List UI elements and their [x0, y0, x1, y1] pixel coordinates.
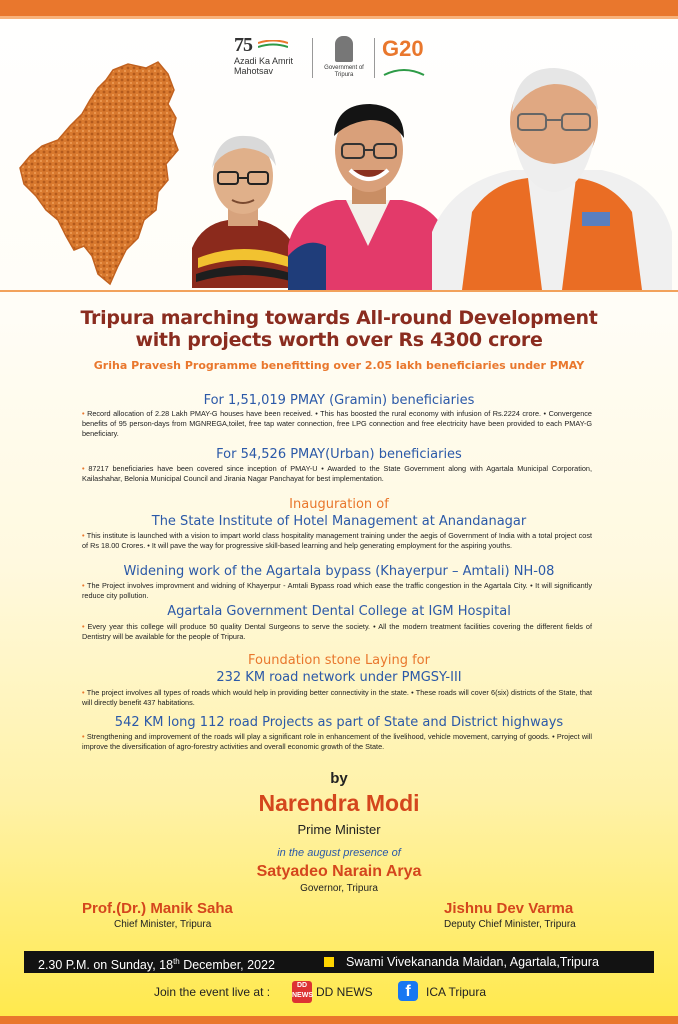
- facebook-icon[interactable]: f: [398, 981, 418, 1001]
- headline: [40, 307, 638, 351]
- emblem-text: Government of Tripura: [324, 65, 364, 78]
- bullet-icon: •: [82, 531, 87, 540]
- foundation-label: Foundation stone Laying for: [248, 653, 430, 668]
- portrait-governor: [188, 128, 298, 288]
- dental-title: Agartala Government Dental College at IGM Hospital: [167, 604, 511, 619]
- gramin-text: [82, 409, 592, 439]
- g20-text: [382, 36, 452, 62]
- bypass-title: Widening work of the Agartala bypass (Khayerpur – Amtali) NH-08: [123, 564, 555, 579]
- g20-lotus-icon: [382, 67, 426, 77]
- tripura-map-icon: [18, 60, 183, 290]
- headline-line-1: Tripura marching towards All-round Development: [80, 307, 598, 329]
- gramin-body: Record allocation of 2.28 Lakh PMAY-G houses have been received. • This has boosted the rural economy with infusion of Rs.2224 crore. • Convergence benefits of 95 person-days from MGNREGA,toilet, free tap water connection, free LPG connection and free electricity have been provided to each PMAY-G beneficiary.: [82, 409, 592, 438]
- dental-text: [82, 622, 592, 642]
- chief-minister-name: Prof.(Dr.) Manik Saha: [82, 900, 233, 917]
- inauguration-label: Inauguration of: [289, 497, 389, 512]
- emblem-icon: [335, 36, 353, 62]
- azadi-text: Azadi Ka Amrit Mahotsav: [234, 56, 294, 76]
- bullet-icon: •: [82, 688, 87, 697]
- bullet-icon: •: [82, 732, 87, 741]
- event-details-bar: [24, 951, 654, 973]
- dd-news-icon[interactable]: DD NEWS: [292, 981, 312, 1003]
- highway-title: 542 KM long 112 road Projects as part of State and District highways: [114, 715, 564, 730]
- divider-line: [0, 290, 678, 292]
- gramin-title: For 1,51,019 PMAY (Gramin) beneficiaries: [203, 393, 475, 408]
- event-time-main: 2.30 P.M. on Sunday, 18: [38, 958, 174, 973]
- top-band: [0, 0, 678, 16]
- logo-divider: [312, 38, 313, 78]
- headline-line-2: with projects worth over Rs 4300 crore: [135, 329, 543, 351]
- join-live-row: [0, 982, 678, 1011]
- chief-minister-role: Chief Minister, Tripura: [114, 919, 212, 930]
- bullet-icon: •: [82, 622, 88, 631]
- by-label: by: [330, 770, 348, 787]
- bullet-icon: •: [82, 409, 88, 418]
- main-guest-role: Prime Minister: [297, 822, 381, 837]
- event-time-sup: th: [173, 957, 180, 966]
- flag-swoosh-icon: [258, 40, 288, 50]
- event-time: [38, 951, 275, 976]
- road-title: 232 KM road network under PMGSY-III: [216, 670, 462, 685]
- logo-divider: [374, 38, 375, 78]
- dd-news-link[interactable]: DD NEWS: [316, 985, 373, 999]
- bypass-body: The Project involves improvment and widning of Khayerpur - Amtali Bypass road which ease the traffic congestion in the Agartala City. • It will significantly reduce city pollution.: [82, 581, 592, 600]
- ica-tripura-link[interactable]: ICA Tripura: [426, 985, 487, 999]
- hotel-text: [82, 531, 592, 551]
- bypass-text: [82, 581, 592, 601]
- governor-role: Governor, Tripura: [300, 883, 378, 894]
- deputy-cm-role: Deputy Chief Minister, Tripura: [444, 919, 576, 930]
- hotel-body: This institute is launched with a vision to impart world class hospitality management training under the aegis of Government of India with a total project cost of Rs 18.00 Crores. • It will pave the way for progressive skill-based learning and help generating employment for the aspiring youths.: [82, 531, 592, 550]
- hotel-title: The State Institute of Hotel Management at Anandanagar: [151, 514, 527, 529]
- bottom-band: [0, 1016, 678, 1024]
- urban-text: [82, 464, 592, 484]
- highway-body: Strengthening and improvement of the roads will play a significant role in enhancement of the livelihood, vehicle movement, carrying of goods. • Project will improve the diversification of agro-forestry activities and overall economic growth of the State.: [82, 732, 592, 751]
- urban-title: For 54,526 PMAY(Urban) beneficiaries: [216, 447, 462, 462]
- bullet-icon: •: [82, 581, 88, 590]
- dental-body: Every year this college will produce 50 quality Dental Surgeons to serve the society. • All the modern treatment facilities covering the different fields of Dentistry will be available for the people of Tripura.: [82, 622, 592, 641]
- join-label: Join the event live at :: [154, 985, 271, 999]
- road-text: [82, 688, 592, 708]
- governor-name: Satyadeo Narain Arya: [256, 863, 422, 880]
- azadi-ka-amrit-mahotsav-logo: [232, 34, 304, 82]
- presence-text: in the august presence of: [277, 847, 401, 859]
- portrait-prime-minister: [432, 62, 672, 290]
- top-band-accent: [0, 16, 678, 19]
- event-time-month: December, 2022: [179, 958, 275, 973]
- subheadline: Griha Pravesh Programme benefitting over 2.05 lakh beneficiaries under PMAY: [93, 359, 585, 372]
- urban-body: 87217 beneficiaries have been covered since inception of PMAY-U • Awarded to the State Government along with Agartala Municipal Corporation, Kailashahar, Belonia Municipal Council and Jirania Nagar Panchayat for best implementation.: [82, 464, 592, 483]
- azadi-number: 75: [234, 34, 252, 56]
- bullet-icon: •: [82, 464, 89, 473]
- highway-text: [82, 732, 592, 752]
- portrait-chief-minister: [286, 96, 451, 290]
- separator-square-icon: [324, 957, 334, 967]
- road-body: The project involves all types of roads which would help in providing better connectivity in the state. • These roads will cover 6(six) districts of the State, that will directly benefit 437 habitations.: [82, 688, 592, 707]
- state-emblem-logo: [324, 36, 364, 82]
- event-venue: Swami Vivekananda Maidan, Agartala,Tripura: [346, 955, 599, 969]
- deputy-cm-name: Jishnu Dev Varma: [444, 900, 574, 917]
- g20-label: G20: [382, 36, 424, 61]
- main-guest-name: Narendra Modi: [258, 790, 420, 816]
